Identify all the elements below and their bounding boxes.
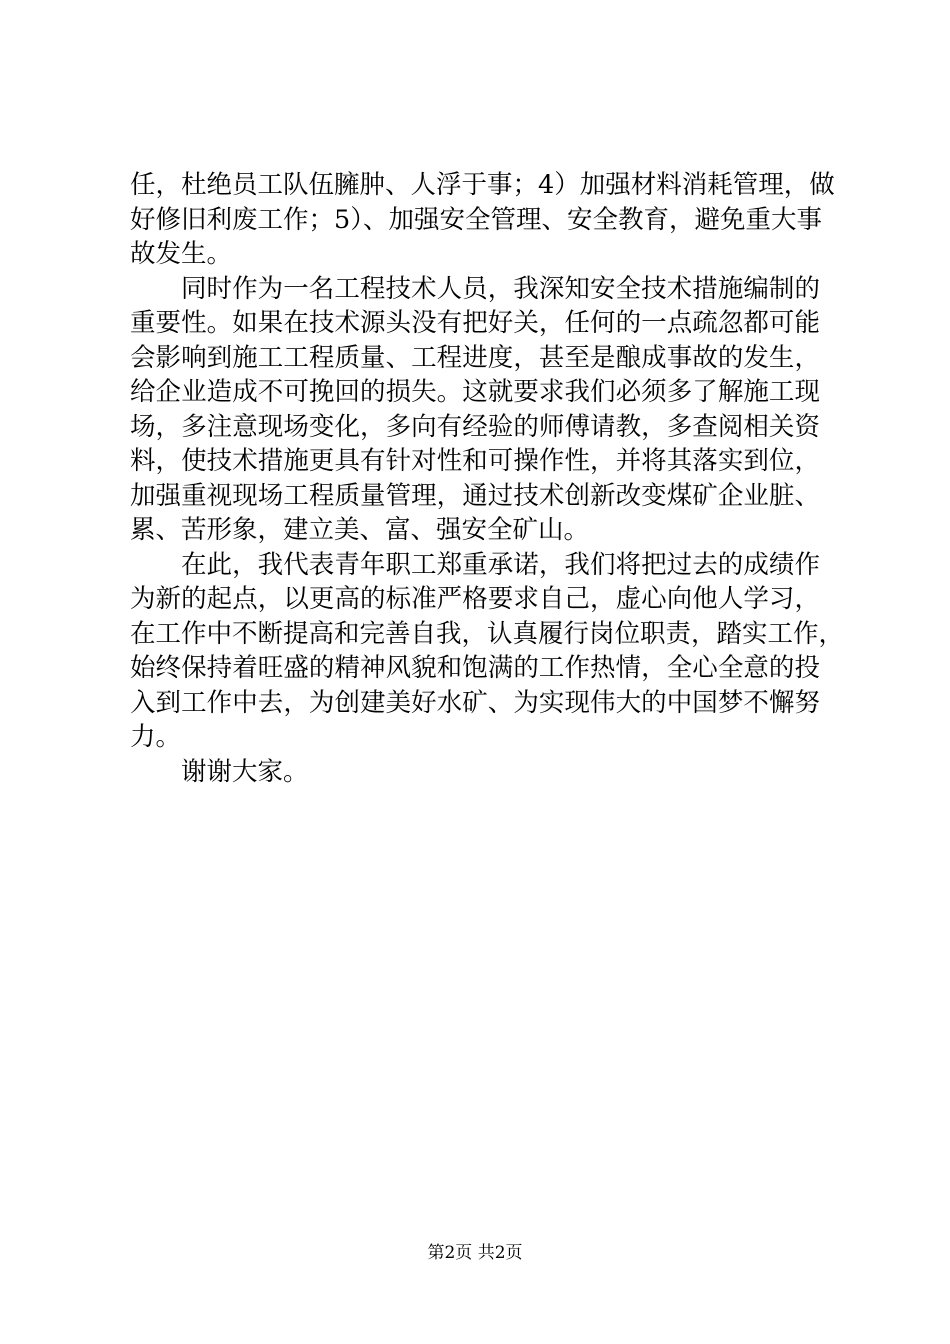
text-line: 累、苦形象，建立美、富、强安全矿山。 <box>130 515 590 545</box>
page-number-footer: 第2页 共2页 <box>427 1243 523 1263</box>
text-line: 料，使技术措施更具有针对性和可操作性，并将其落实到位， <box>130 446 820 476</box>
text-line: 重要性。如果在技术源头没有把好关，任何的一点疏忽都可能 <box>130 308 820 338</box>
document-body <box>130 168 845 789</box>
text-line: 在工作中不断提高和完善自我，认真履行岗位职责，踏实工作， <box>130 618 845 649</box>
text-line: 任，杜绝员工队伍臃肿、人浮于事；4）加强材料消耗管理，做 <box>130 170 835 200</box>
text-line: 为新的起点，以更高的标准严格要求自己，虚心向他人学习， <box>130 584 820 614</box>
text-line: 同时作为一名工程技术人员，我深知安全技术措施编制的 <box>181 273 820 304</box>
text-line: 在此，我代表青年职工郑重承诺，我们将把过去的成绩作 <box>181 549 820 580</box>
text-line: 加强重视现场工程质量管理，通过技术创新改变煤矿企业脏、 <box>130 480 820 511</box>
paragraph-1 <box>130 168 835 272</box>
paragraph-2 <box>130 272 820 548</box>
text-line: 始终保持着旺盛的精神风貌和饱满的工作热情，全心全意的投 <box>130 653 820 683</box>
text-line: 给企业造成不可挽回的损失。这就要求我们必须多了解施工现 <box>130 377 820 407</box>
text-line: 力。 <box>130 722 182 752</box>
text-line: 好修旧利废工作；5）、加强安全管理、安全教育，避免重大事 <box>130 204 822 235</box>
text-line: 会影响到施工工程质量、工程进度，甚至是酿成事故的发生， <box>130 342 820 373</box>
text-line: 场，多注意现场变化，多向有经验的师傅请教，多查阅相关资 <box>130 411 820 442</box>
text-line: 入到工作中去，为创建美好水矿、为实现伟大的中国梦不懈努 <box>130 687 820 718</box>
paragraph-3 <box>130 548 845 755</box>
text-line: 故发生。 <box>130 239 233 269</box>
text-line: 谢谢大家。 <box>181 756 309 787</box>
paragraph-4 <box>130 755 820 790</box>
